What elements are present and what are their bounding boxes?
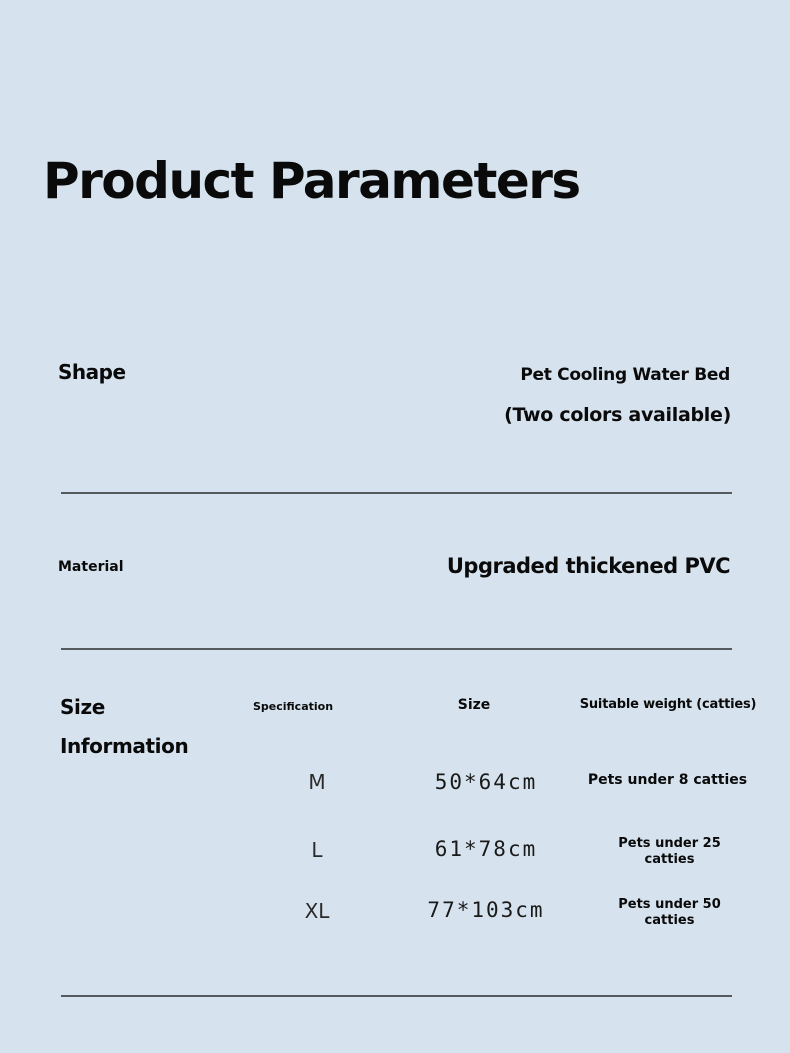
shape-label: Shape bbox=[58, 360, 126, 384]
column-header-size: Size bbox=[457, 697, 491, 713]
row-xl-spec: XL bbox=[304, 899, 330, 923]
row-m-spec: M bbox=[308, 770, 326, 794]
row-xl-weight: Pets under 50 catties bbox=[618, 897, 721, 928]
row-m-weight: Pets under 8 catties bbox=[587, 772, 748, 788]
row-l-size: 61*78cm bbox=[434, 837, 538, 861]
row-m-size: 50*64cm bbox=[434, 770, 538, 794]
material-label: Material bbox=[58, 559, 124, 575]
divider-material bbox=[61, 648, 732, 650]
shape-value-line2: (Two colors available) bbox=[504, 404, 731, 426]
size-info-label-line2: Information bbox=[60, 734, 189, 758]
page-title: Product Parameters bbox=[43, 152, 580, 210]
material-value: Upgraded thickened PVC bbox=[446, 554, 730, 578]
divider-size-info bbox=[61, 995, 732, 997]
size-info-label-line1: Size bbox=[60, 695, 105, 719]
divider-shape bbox=[61, 492, 732, 494]
column-header-specification: Specification bbox=[252, 700, 334, 713]
shape-value-line1: Pet Cooling Water Bed bbox=[520, 365, 730, 385]
row-l-weight: Pets under 25 catties bbox=[618, 836, 721, 867]
row-l-spec: L bbox=[311, 838, 323, 862]
row-xl-size: 77*103cm bbox=[427, 898, 545, 922]
column-header-weight: Suitable weight (catties) bbox=[579, 697, 757, 712]
